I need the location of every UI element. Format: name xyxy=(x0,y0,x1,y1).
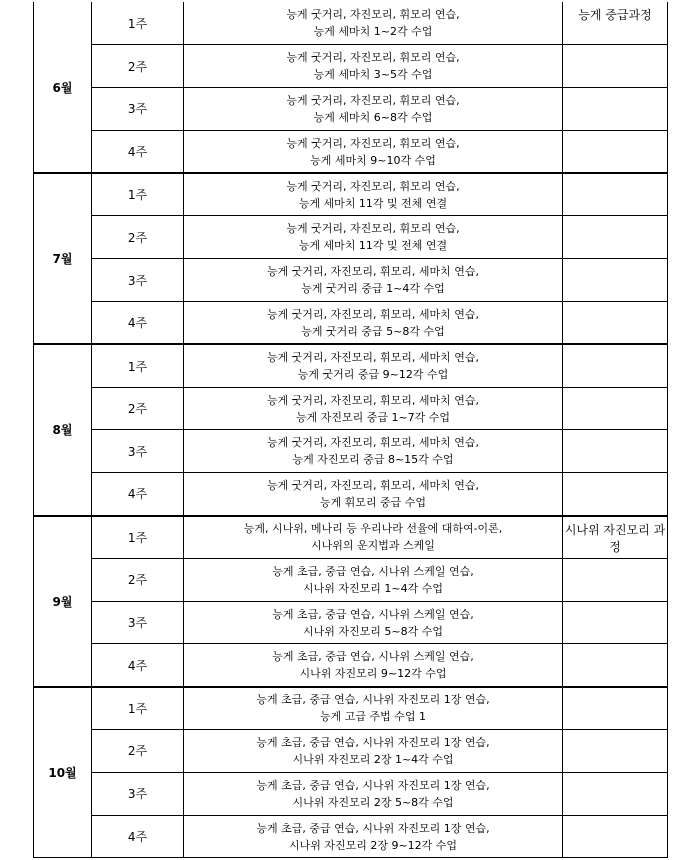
schedule-row xyxy=(34,430,668,473)
week-cell: 2주 xyxy=(92,216,184,259)
lesson-description-line-2: 능게 세마치 1~2각 수업 xyxy=(313,25,433,39)
week-cell: 2주 xyxy=(92,387,184,430)
course-note-cell xyxy=(563,88,668,131)
week-cell: 4주 xyxy=(92,130,184,173)
lesson-description-line-2: 시나위의 운지법과 스케일 xyxy=(311,539,435,553)
lesson-description-line-1: 능게 굿거리, 자진모리, 휘모리 연습, xyxy=(286,8,460,22)
lesson-description-line-2: 능게 세마치 3~5각 수업 xyxy=(313,68,433,82)
lesson-description-line-2: 시나위 자진모리 2장 5~8각 수업 xyxy=(292,795,454,809)
week-cell: 1주 xyxy=(92,173,184,216)
week-cell: 3주 xyxy=(92,259,184,302)
week-cell: 1주 xyxy=(92,344,184,387)
lesson-description-cell xyxy=(184,302,563,345)
course-note-cell xyxy=(563,173,668,216)
schedule-row xyxy=(34,644,668,687)
week-cell: 4주 xyxy=(92,815,184,858)
schedule-row xyxy=(34,130,668,173)
lesson-description-line-1: 능게 굿거리, 자진모리, 휘모리 연습, xyxy=(286,51,460,65)
week-cell: 2주 xyxy=(92,730,184,773)
lesson-description-line-1: 능게 초급, 중급 연습, 시나위 자진모리 1장 연습, xyxy=(256,735,490,749)
week-cell: 2주 xyxy=(92,45,184,88)
lesson-description-line-2: 시나위 자진모리 2장 9~12각 수업 xyxy=(288,838,458,852)
course-note-cell xyxy=(563,344,668,387)
schedule-row xyxy=(34,815,668,858)
schedule-row xyxy=(34,687,668,730)
lesson-description-line-2: 능게 굿거리 중급 9~12각 수업 xyxy=(297,368,449,382)
lesson-description-line-2: 능게 굿거리 중급 5~8각 수업 xyxy=(301,324,445,338)
schedule-row xyxy=(34,2,668,45)
schedule-row xyxy=(34,516,668,559)
lesson-description-line-1: 능게 굿거리, 자진모리, 휘모리, 세마치 연습, xyxy=(266,307,480,321)
lesson-description-cell xyxy=(184,772,563,815)
lesson-description-line-2: 능게 고급 주법 수업 1 xyxy=(320,710,426,724)
course-note-cell: 능게 중급과정 xyxy=(563,2,668,45)
lesson-description-cell xyxy=(184,259,563,302)
lesson-description-line-2: 시나위 자진모리 1~4각 수업 xyxy=(303,581,443,595)
course-note-cell: 시나위 자진모리 과정 xyxy=(563,516,668,559)
lesson-description-line-2: 능게 세마치 11각 및 전체 연결 xyxy=(298,196,448,210)
lesson-description-line-1: 능게 굿거리, 자진모리, 휘모리 연습, xyxy=(286,179,460,193)
lesson-description-cell xyxy=(184,216,563,259)
lesson-description-line-1: 능게 초급, 중급 연습, 시나위 스케일 연습, xyxy=(272,607,474,621)
course-note-cell xyxy=(563,259,668,302)
course-note-cell xyxy=(563,130,668,173)
lesson-description-line-1: 능게 굿거리, 자진모리, 휘모리, 세마치 연습, xyxy=(266,265,480,279)
month-cell: 8월 xyxy=(34,344,92,515)
lesson-description-line-2: 시나위 자진모리 2장 1~4각 수업 xyxy=(292,752,454,766)
schedule-row xyxy=(34,772,668,815)
week-cell: 4주 xyxy=(92,302,184,345)
lesson-description-line-1: 능게 굿거리, 자진모리, 휘모리 연습, xyxy=(286,136,460,150)
lesson-description-cell xyxy=(184,558,563,601)
month-cell: 6월 xyxy=(34,2,92,173)
month-cell: 7월 xyxy=(34,173,92,344)
course-note-cell xyxy=(563,644,668,687)
course-note-cell xyxy=(563,430,668,473)
lesson-description-line-1: 능게 초급, 중급 연습, 시나위 자진모리 1장 연습, xyxy=(256,778,490,792)
lesson-description-cell xyxy=(184,2,563,45)
schedule-row xyxy=(34,473,668,516)
course-note-cell xyxy=(563,216,668,259)
lesson-description-line-1: 능게 굿거리, 자진모리, 휘모리, 세마치 연습, xyxy=(266,478,480,492)
lesson-description-cell xyxy=(184,644,563,687)
lesson-description-cell xyxy=(184,430,563,473)
lesson-description-line-2: 능게 세마치 6~8각 수업 xyxy=(313,110,433,124)
lesson-description-line-1: 능게 초급, 중급 연습, 시나위 자진모리 1장 연습, xyxy=(256,821,490,835)
lesson-description-line-2: 능게 자진모리 중급 8~15각 수업 xyxy=(292,453,454,467)
course-note-cell xyxy=(563,387,668,430)
lesson-description-cell xyxy=(184,815,563,858)
lesson-description-line-2: 시나위 자진모리 5~8각 수업 xyxy=(303,624,443,638)
lesson-description-line-1: 능게, 시나위, 메나리 등 우리나라 선율에 대하여-이론, xyxy=(243,522,503,536)
week-cell: 1주 xyxy=(92,687,184,730)
lesson-description-cell xyxy=(184,687,563,730)
course-note-cell xyxy=(563,601,668,644)
week-cell: 3주 xyxy=(92,430,184,473)
lesson-description-cell xyxy=(184,45,563,88)
schedule-row xyxy=(34,302,668,345)
week-cell: 1주 xyxy=(92,516,184,559)
lesson-description-line-1: 능게 굿거리, 자진모리, 휘모리, 세마치 연습, xyxy=(266,351,480,365)
course-note-cell xyxy=(563,473,668,516)
lesson-description-cell xyxy=(184,730,563,773)
lesson-description-cell xyxy=(184,601,563,644)
schedule-row xyxy=(34,558,668,601)
schedule-row xyxy=(34,173,668,216)
lesson-description-cell xyxy=(184,387,563,430)
course-note-cell xyxy=(563,45,668,88)
lesson-description-cell xyxy=(184,173,563,216)
lesson-description-line-2: 능게 굿거리 중급 1~4각 수업 xyxy=(301,282,445,296)
lesson-description-line-1: 능게 초급, 중급 연습, 시나위 자진모리 1장 연습, xyxy=(256,693,490,707)
lesson-description-line-2: 능게 자진모리 중급 1~7각 수업 xyxy=(295,410,451,424)
course-note-cell xyxy=(563,687,668,730)
lesson-description-cell xyxy=(184,516,563,559)
schedule-row xyxy=(34,216,668,259)
week-cell: 3주 xyxy=(92,88,184,131)
lesson-description-line-1: 능게 굿거리, 자진모리, 휘모리 연습, xyxy=(286,93,460,107)
lesson-description-cell xyxy=(184,473,563,516)
course-note-cell xyxy=(563,558,668,601)
schedule-row xyxy=(34,259,668,302)
month-cell: 9월 xyxy=(34,516,92,687)
month-cell: 10월 xyxy=(34,687,92,858)
lesson-description-line-1: 능게 초급, 중급 연습, 시나위 스케일 연습, xyxy=(272,650,474,664)
lesson-description-cell xyxy=(184,130,563,173)
schedule-row xyxy=(34,344,668,387)
course-note-cell xyxy=(563,772,668,815)
week-cell: 2주 xyxy=(92,558,184,601)
schedule-row xyxy=(34,601,668,644)
lesson-description-line-1: 능게 굿거리, 자진모리, 휘모리, 세마치 연습, xyxy=(266,436,480,450)
lesson-description-cell xyxy=(184,88,563,131)
schedule-row xyxy=(34,88,668,131)
course-note-cell xyxy=(563,730,668,773)
lesson-description-line-2: 능게 세마치 11각 및 전체 연결 xyxy=(298,239,448,253)
schedule-row xyxy=(34,45,668,88)
schedule-row xyxy=(34,387,668,430)
course-note-cell xyxy=(563,815,668,858)
lesson-description-cell xyxy=(184,344,563,387)
lesson-description-line-2: 시나위 자진모리 9~12각 수업 xyxy=(299,667,447,681)
schedule-row xyxy=(34,730,668,773)
week-cell: 3주 xyxy=(92,772,184,815)
lesson-description-line-1: 능게 초급, 중급 연습, 시나위 스케일 연습, xyxy=(272,564,474,578)
week-cell: 4주 xyxy=(92,473,184,516)
week-cell: 4주 xyxy=(92,644,184,687)
schedule-body xyxy=(34,2,668,858)
week-cell: 1주 xyxy=(92,2,184,45)
schedule-table xyxy=(33,2,668,858)
course-note-cell xyxy=(563,302,668,345)
week-cell: 3주 xyxy=(92,601,184,644)
lesson-description-line-1: 능게 굿거리, 자진모리, 휘모리 연습, xyxy=(286,222,460,236)
lesson-description-line-2: 능게 휘모리 중급 수업 xyxy=(319,495,427,509)
lesson-description-line-1: 능게 굿거리, 자진모리, 휘모리, 세마치 연습, xyxy=(266,393,480,407)
lesson-description-line-2: 능게 세마치 9~10각 수업 xyxy=(310,153,436,167)
